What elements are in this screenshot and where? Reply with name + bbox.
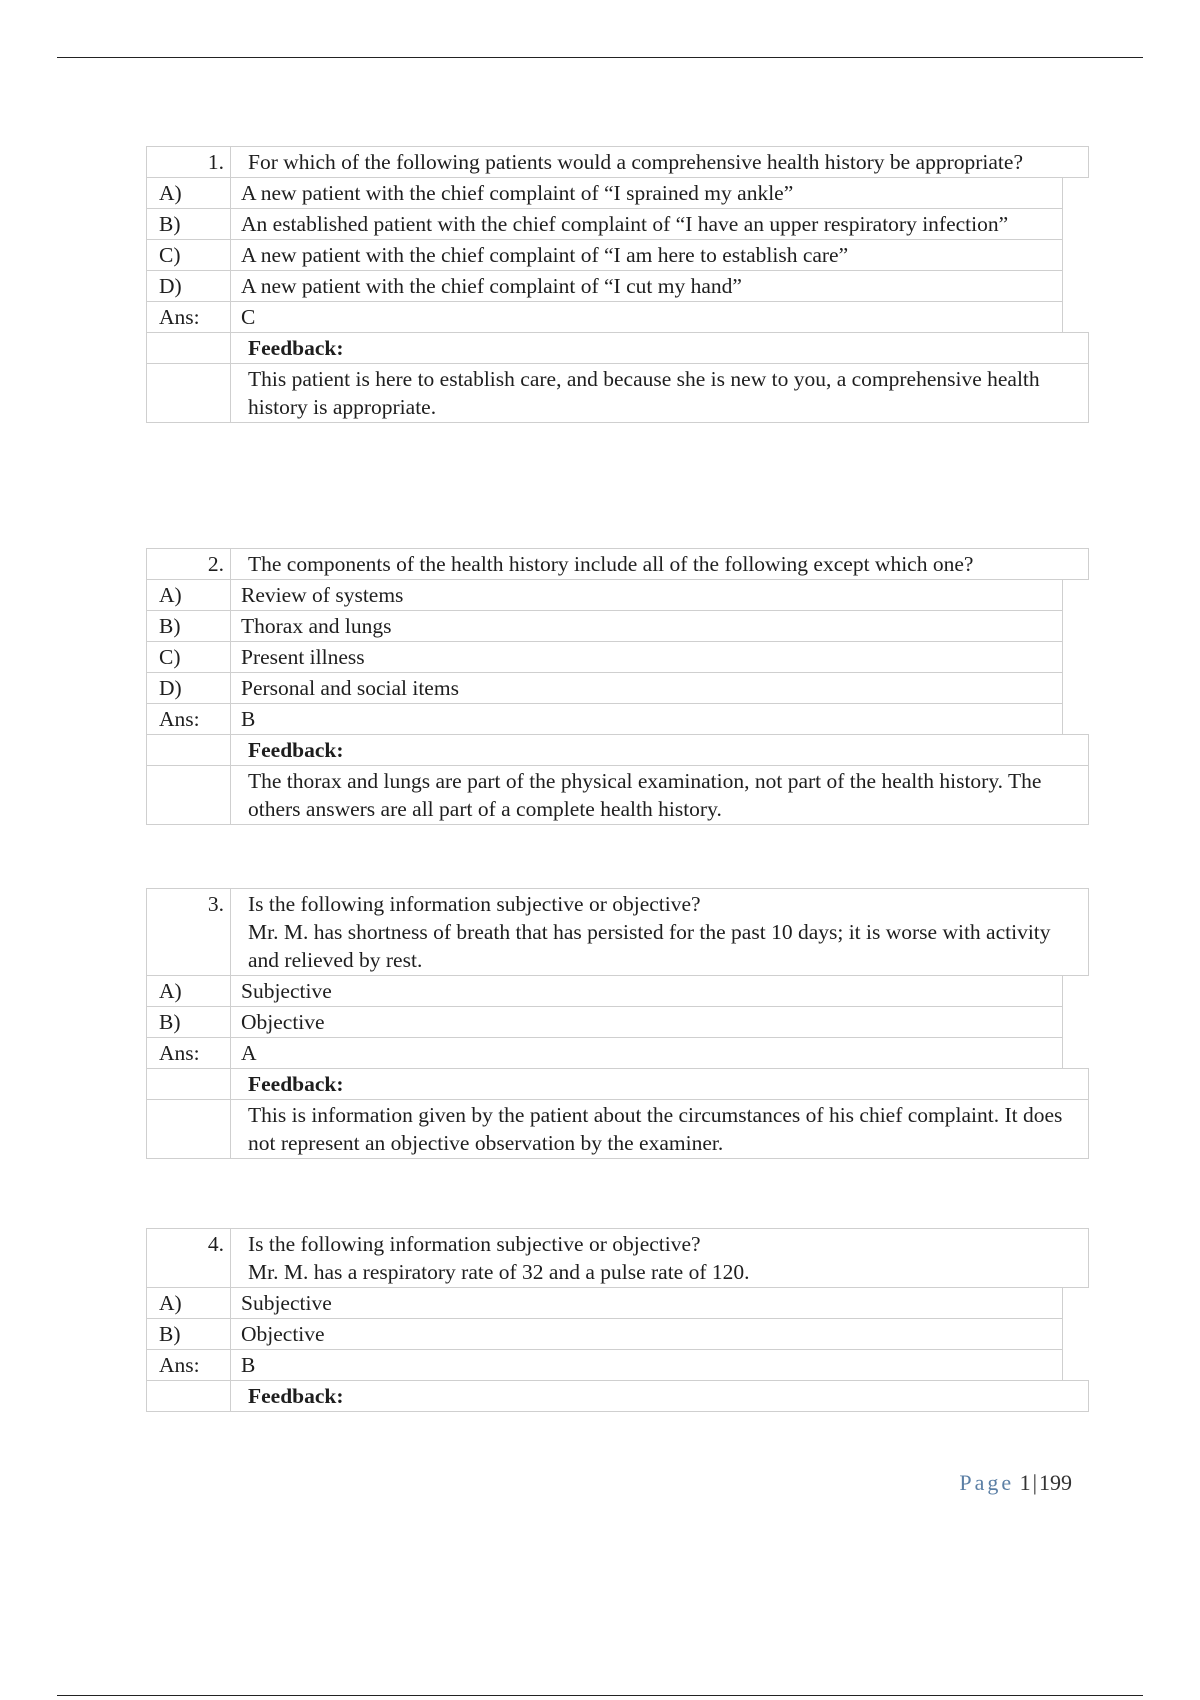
question-number: 2. xyxy=(147,549,231,580)
answer-value: C xyxy=(231,302,1063,333)
answer-row xyxy=(147,704,1089,735)
answer-value: A xyxy=(231,1038,1063,1069)
option-text: A new patient with the chief complaint of “I am here to establish care” xyxy=(231,240,1063,271)
page-word: Page xyxy=(959,1470,1015,1495)
option-label: A) xyxy=(147,1288,231,1319)
feedback-header-row xyxy=(147,735,1089,766)
option-row xyxy=(147,673,1089,704)
option-text: Review of systems xyxy=(231,580,1063,611)
option-text: A new patient with the chief complaint of “I sprained my ankle” xyxy=(231,178,1063,209)
option-label: B) xyxy=(147,1007,231,1038)
feedback-row xyxy=(147,1100,1089,1159)
option-text: Subjective xyxy=(231,1288,1063,1319)
answer-label: Ans: xyxy=(147,1038,231,1069)
option-label: B) xyxy=(147,611,231,642)
option-label: D) xyxy=(147,271,231,302)
feedback-label: Feedback: xyxy=(231,735,1089,766)
feedback-text: This patient is here to establish care, and because she is new to you, a comprehensive health history is appropriate. xyxy=(231,364,1089,423)
option-row xyxy=(147,178,1089,209)
question-2-stem-row xyxy=(147,549,1089,580)
question-stem-line: Mr. M. has shortness of breath that has persisted for the past 10 days; it is worse with activity and relieved by rest. xyxy=(248,920,1051,972)
feedback-text: This is information given by the patient about the circumstances of his chief complaint. It does not represent an objective observation by the examiner. xyxy=(231,1100,1089,1159)
question-4-stem-row xyxy=(147,1229,1089,1288)
question-stem: The components of the health history include all of the following except which one? xyxy=(231,549,1089,580)
question-3-table xyxy=(146,888,1089,1159)
option-text: An established patient with the chief complaint of “I have an upper respiratory infection” xyxy=(231,209,1063,240)
answer-value: B xyxy=(231,704,1063,735)
option-text: Objective xyxy=(231,1319,1063,1350)
answer-label: Ans: xyxy=(147,704,231,735)
feedback-header-row xyxy=(147,1381,1089,1412)
option-label: A) xyxy=(147,580,231,611)
answer-row xyxy=(147,1038,1089,1069)
option-label: D) xyxy=(147,673,231,704)
option-text: Present illness xyxy=(231,642,1063,673)
option-row xyxy=(147,240,1089,271)
question-stem-line: Mr. M. has a respiratory rate of 32 and a pulse rate of 120. xyxy=(248,1260,750,1284)
feedback-text: The thorax and lungs are part of the physical examination, not part of the health history. The others answers are all part of a complete health history. xyxy=(231,766,1089,825)
option-row xyxy=(147,1007,1089,1038)
question-number: 4. xyxy=(147,1229,231,1288)
option-row xyxy=(147,642,1089,673)
question-1-stem-row xyxy=(147,147,1089,178)
option-label: B) xyxy=(147,1319,231,1350)
option-row xyxy=(147,1319,1089,1350)
option-text: Subjective xyxy=(231,976,1063,1007)
page-footer xyxy=(959,1470,1072,1496)
question-3-stem-row xyxy=(147,889,1089,976)
option-label: A) xyxy=(147,178,231,209)
footer-rule xyxy=(57,1695,1143,1696)
feedback-header-row xyxy=(147,1069,1089,1100)
option-row xyxy=(147,611,1089,642)
question-2-table xyxy=(146,548,1089,825)
question-4-table xyxy=(146,1228,1089,1412)
feedback-label: Feedback: xyxy=(231,333,1089,364)
feedback-row xyxy=(147,766,1089,825)
answer-label: Ans: xyxy=(147,302,231,333)
answer-value: B xyxy=(231,1350,1063,1381)
page-number: 1 xyxy=(1019,1470,1031,1495)
answer-row xyxy=(147,302,1089,333)
option-text: Thorax and lungs xyxy=(231,611,1063,642)
total-pages: 199 xyxy=(1039,1470,1072,1495)
feedback-header-row xyxy=(147,333,1089,364)
question-1-table xyxy=(146,146,1089,423)
option-label: A) xyxy=(147,976,231,1007)
option-label: B) xyxy=(147,209,231,240)
option-label: C) xyxy=(147,240,231,271)
feedback-label: Feedback: xyxy=(231,1069,1089,1100)
option-text: A new patient with the chief complaint of “I cut my hand” xyxy=(231,271,1063,302)
page-separator: | xyxy=(1032,1470,1037,1495)
option-row xyxy=(147,976,1089,1007)
option-row xyxy=(147,1288,1089,1319)
option-row xyxy=(147,209,1089,240)
header-rule xyxy=(57,57,1143,58)
option-text: Objective xyxy=(231,1007,1063,1038)
option-label: C) xyxy=(147,642,231,673)
option-row xyxy=(147,271,1089,302)
question-stem-line: Is the following information subjective or objective? xyxy=(248,892,701,916)
question-stem: For which of the following patients would a comprehensive health history be appropriate? xyxy=(231,147,1089,178)
feedback-label: Feedback: xyxy=(231,1381,1089,1412)
feedback-row xyxy=(147,364,1089,423)
question-stem xyxy=(231,889,1089,976)
question-number: 3. xyxy=(147,889,231,976)
question-stem xyxy=(231,1229,1089,1288)
answer-label: Ans: xyxy=(147,1350,231,1381)
answer-row xyxy=(147,1350,1089,1381)
question-number: 1. xyxy=(147,147,231,178)
option-text: Personal and social items xyxy=(231,673,1063,704)
question-stem-line: Is the following information subjective or objective? xyxy=(248,1232,701,1256)
option-row xyxy=(147,580,1089,611)
